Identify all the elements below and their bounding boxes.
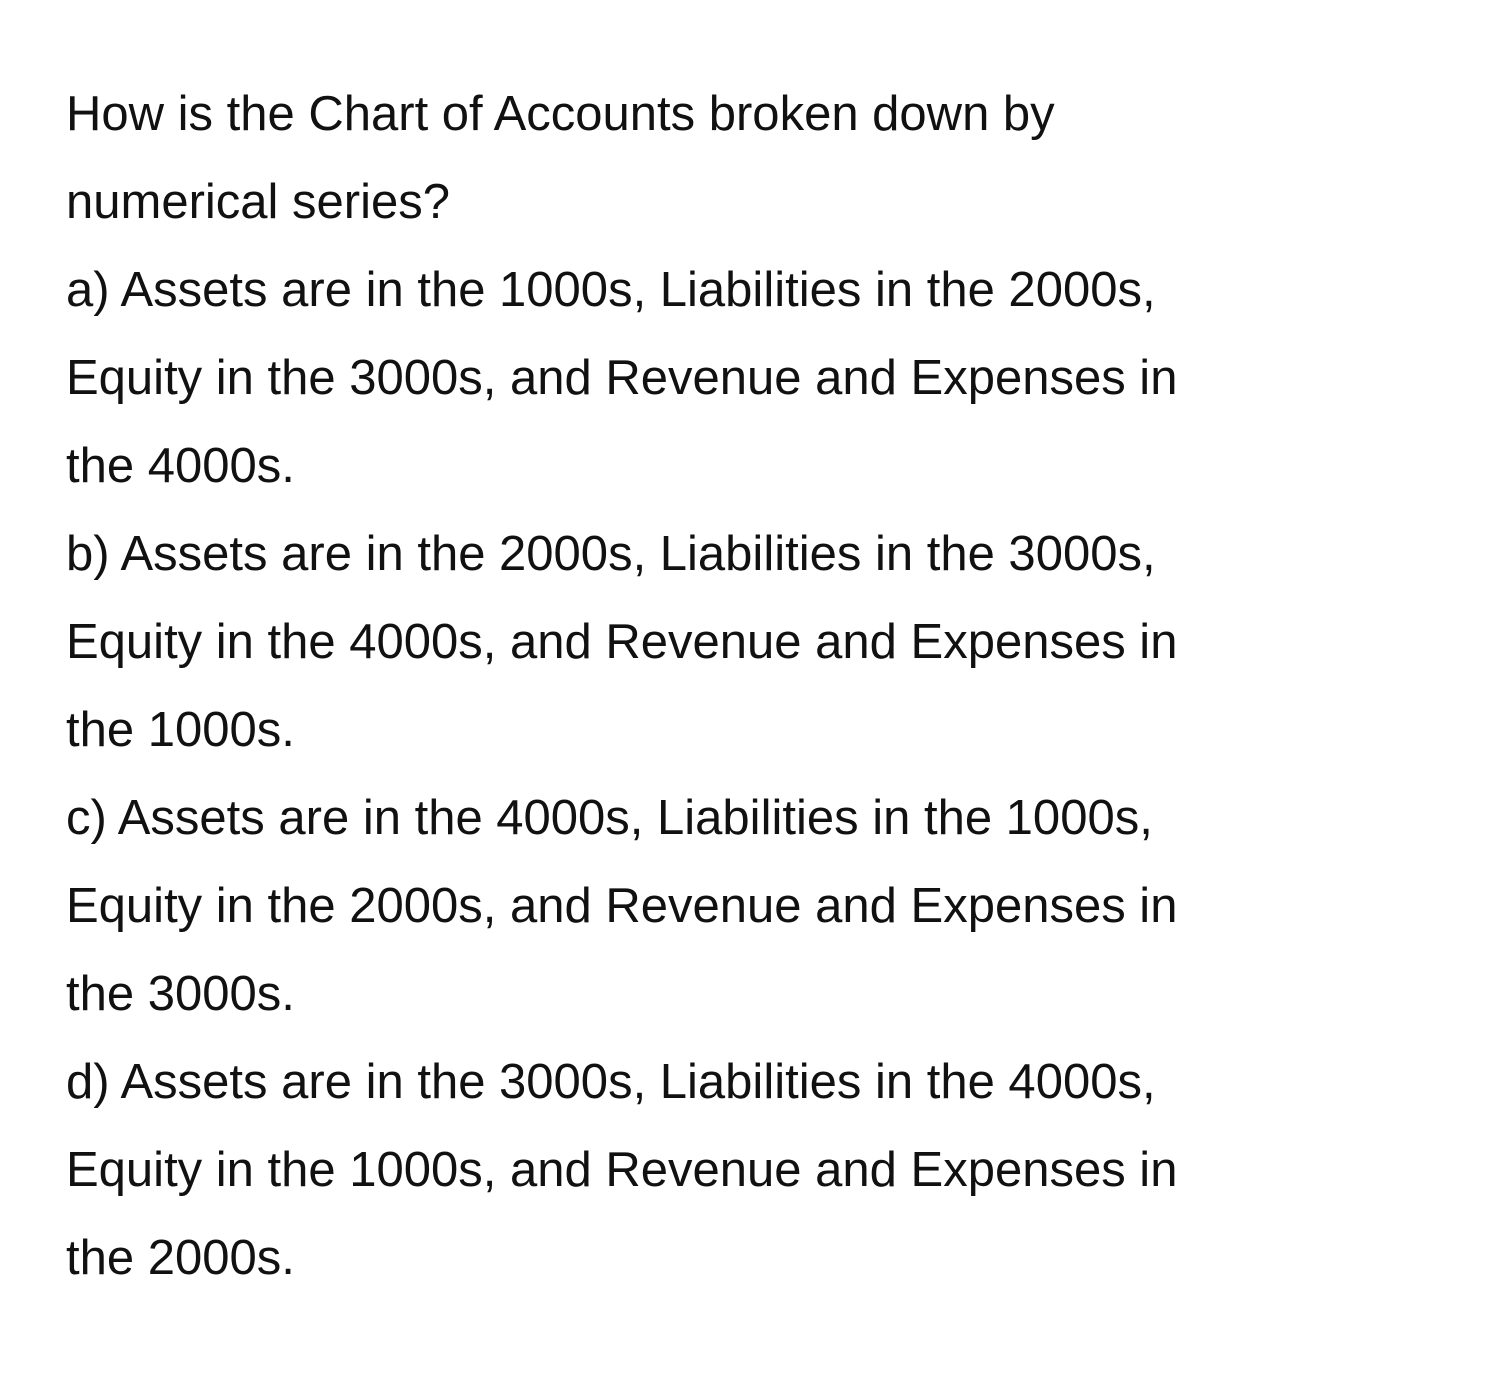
option-d [66, 1038, 1476, 1302]
option-b-line: Equity in the 4000s, and Revenue and Expenses in [66, 615, 1178, 669]
question-document [66, 70, 1476, 1302]
option-b-line: the 1000s. [66, 703, 295, 757]
option-a-line: Equity in the 3000s, and Revenue and Expenses in [66, 351, 1178, 405]
question-line: numerical series? [66, 175, 450, 229]
option-a-line: the 4000s. [66, 439, 295, 493]
option-c-line: c) Assets are in the 4000s, Liabilities in the 1000s, [66, 791, 1153, 845]
option-a-line: a) Assets are in the 1000s, Liabilities in the 2000s, [66, 263, 1156, 317]
option-b-line: b) Assets are in the 2000s, Liabilities in the 3000s, [66, 527, 1156, 581]
option-c-line: the 3000s. [66, 967, 295, 1021]
option-d-line: d) Assets are in the 3000s, Liabilities in the 4000s, [66, 1055, 1156, 1109]
question-text [66, 70, 1476, 246]
option-d-line: Equity in the 1000s, and Revenue and Expenses in [66, 1143, 1178, 1197]
question-line: How is the Chart of Accounts broken down by [66, 87, 1055, 141]
option-a [66, 246, 1476, 510]
option-c-line: Equity in the 2000s, and Revenue and Expenses in [66, 879, 1178, 933]
option-b [66, 510, 1476, 774]
option-d-line: the 2000s. [66, 1231, 295, 1285]
option-c [66, 774, 1476, 1038]
